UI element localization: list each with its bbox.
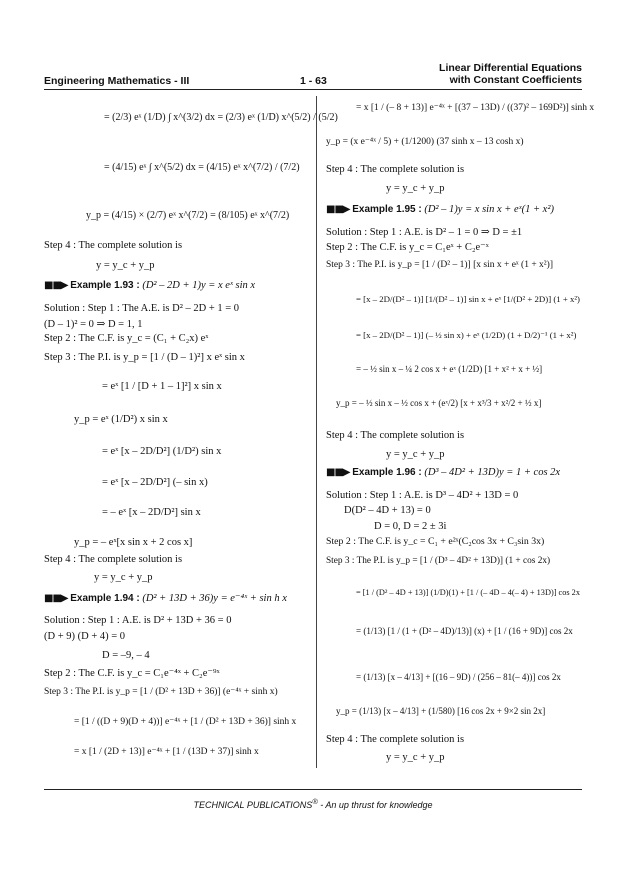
math-line: = – ½ sin x – ¼ 2 cos x + eˣ (1/2D) [1 + x² + x + ½]: [356, 364, 543, 374]
step-heading: Step 4 : The complete solution is: [326, 164, 465, 175]
solution-line: Step 3 : The P.I. is y_p = [1 / (D² + 13D + 36)] (e⁻⁴ˣ + sinh x): [44, 687, 278, 697]
math-line: y = y_c + y_p: [386, 752, 445, 763]
math-line: = [x – 2D/(D² – 1)] (– ½ sin x) + eˣ (1/2D) (1 + D/2)⁻¹ (1 + x²): [356, 330, 577, 340]
example-equation: (D² – 1)y = x sin x + eˣ(1 + x²): [424, 204, 554, 215]
solution-line: Solution : Step 1 : The A.E. is D² – 2D + 1 = 0: [44, 303, 240, 314]
example-heading: [326, 467, 560, 478]
math-line: = (4/15) eˣ ∫ x^(5/2) dx = (4/15) eˣ x^(7/2) / (7/2): [104, 162, 300, 173]
chapter-title-line2: with Constant Coefficients: [449, 74, 582, 86]
arrow-icon: ■■▶: [326, 467, 350, 478]
math-line: y_p = (4/15) × (2/7) eˣ x^(7/2) = (8/105) eˣ x^(7/2): [86, 210, 290, 221]
math-line: y_p = (1/13) [x – 4/13] + (1/580) [16 cos 2x + 9×2 sin 2x]: [336, 706, 546, 716]
solution-line: D = 0, D = 2 ± 3i: [374, 521, 447, 532]
book-title: Engineering Mathematics - III: [44, 75, 190, 87]
right-column: [326, 0, 595, 883]
example-label: Example 1.94 :: [70, 593, 140, 604]
example-label: Example 1.93 :: [70, 280, 140, 291]
publisher-tagline: - An up thrust for knowledge: [317, 800, 433, 810]
solution-line: Step 2 : The C.F. is y_c = C₁ + e²ˣ(C₂cos 3x + C₃sin 3x): [326, 536, 545, 547]
arrow-icon: ■■▶: [44, 280, 68, 291]
step-heading: Step 4 : The complete solution is: [44, 554, 183, 565]
math-line: = (2/3) eˣ (1/D) ∫ x^(3/2) dx = (2/3) eˣ (1/D) x^(5/2) / (5/2): [104, 112, 338, 123]
solution-line: Step 3 : The P.I. is y_p = [1 / (D – 1)²] x eˣ sin x: [44, 352, 245, 363]
math-line: y_p = (x e⁻⁴ˣ / 5) + (1/1200) (37 sinh x – 13 cosh x): [326, 137, 524, 147]
math-line: = eˣ [x – 2D/D²] (1/D²) sin x: [102, 446, 222, 457]
solution-line: Solution : Step 1 : A.E. is D² + 13D + 36 = 0: [44, 615, 232, 626]
solution-line: Step 2 : The C.F. is y_c = C₁eˣ + C₂e⁻ˣ: [326, 242, 489, 253]
arrow-icon: ■■▶: [44, 593, 68, 604]
registered-mark: ®: [312, 797, 318, 806]
chapter-title-line1: Linear Differential Equations: [439, 62, 582, 74]
math-line: = eˣ [x – 2D/D²] (– sin x): [102, 477, 208, 488]
footer: [0, 797, 626, 810]
step-heading: Step 4 : The complete solution is: [326, 734, 465, 745]
math-line: y = y_c + y_p: [96, 260, 155, 271]
example-label: Example 1.95 :: [352, 204, 422, 215]
math-line: = (1/13) [1 / (1 + (D² – 4D)/13)] (x) + [1 / (16 + 9D)] cos 2x: [356, 626, 573, 636]
page-number: 1 - 63: [300, 75, 327, 87]
solution-line: Step 2 : The C.F. is y_c = C₁e⁻⁴ˣ + C₂e⁻⁹ˣ: [44, 668, 220, 679]
math-line: = [1 / ((D + 9)(D + 4))] e⁻⁴ˣ + [1 / (D² + 13D + 36)] sinh x: [74, 717, 297, 727]
solution-line: (D – 1)² = 0 ⇒ D = 1, 1: [44, 319, 143, 330]
column-divider: [316, 96, 317, 768]
solution-line: (D + 9) (D + 4) = 0: [44, 631, 126, 642]
example-equation: (D³ – 4D² + 13D)y = 1 + cos 2x: [424, 467, 561, 478]
solution-line: D = –9, – 4: [102, 650, 150, 661]
math-line: = [1 / (D² – 4D + 13)] (1/D)(1) + [1 / (– 4D – 4(– 4) + 13D)] cos 2x: [356, 588, 580, 597]
example-equation: (D² + 13D + 36)y = e⁻⁴ˣ + sin h x: [142, 593, 287, 604]
example-heading: [326, 204, 554, 215]
solution-line: Step 2 : The C.F. is y_c = (C₁ + C₂x) eˣ: [44, 333, 209, 344]
solution-line: Step 3 : The P.I. is y_p = [1 / (D³ – 4D² + 13D)] (1 + cos 2x): [326, 556, 551, 566]
math-line: y = y_c + y_p: [94, 572, 153, 583]
step-heading: Step 4 : The complete solution is: [44, 240, 183, 251]
math-line: = – eˣ [x – 2D/D²] sin x: [102, 507, 201, 518]
solution-line: Step 3 : The P.I. is y_p = [1 / (D² – 1)] [x sin x + eˣ (1 + x²)]: [326, 260, 553, 270]
arrow-icon: ■■▶: [326, 204, 350, 215]
example-equation: (D² – 2D + 1)y = x eˣ sin x: [142, 280, 256, 291]
example-heading: [44, 280, 255, 291]
math-line: = eˣ [1 / [D + 1 – 1]²] x sin x: [102, 381, 222, 392]
math-line: = [x – 2D/(D² – 1)] [1/(D² – 1)] sin x + eˣ [1/(D² + 2D)] (1 + x²): [356, 294, 580, 304]
math-line: = x [1 / (2D + 13)] e⁻⁴ˣ + [1 / (13D + 37)] sinh x: [74, 747, 259, 757]
math-line: y_p = – eˣ[x sin x + 2 cos x]: [74, 537, 193, 548]
step-heading: Step 4 : The complete solution is: [326, 430, 465, 441]
solution-line: D(D² – 4D + 13) = 0: [344, 505, 431, 516]
math-line: = (1/13) [x – 4/13] + [(16 – 9D) / (256 – 81(– 4))] cos 2x: [356, 672, 561, 682]
publisher-name: TECHNICAL PUBLICATIONS: [193, 800, 313, 810]
example-label: Example 1.96 :: [352, 467, 422, 478]
math-line: = x [1 / (– 8 + 13)] e⁻⁴ˣ + [(37 – 13D) / ((37)² – 169D²)] sinh x: [356, 103, 595, 113]
footer-rule: [44, 789, 582, 790]
solution-line: Solution : Step 1 : A.E. is D² – 1 = 0 ⇒ D = ±1: [326, 227, 523, 238]
math-line: y_p = eˣ (1/D²) x sin x: [74, 414, 168, 425]
math-line: y = y_c + y_p: [386, 449, 445, 460]
math-line: y_p = – ½ sin x – ½ cos x + (eˣ/2) [x + x³/3 + x²/2 + ½ x]: [336, 398, 542, 408]
solution-line: Solution : Step 1 : A.E. is D³ – 4D² + 13D = 0: [326, 490, 519, 501]
example-heading: [44, 592, 287, 604]
math-line: y = y_c + y_p: [386, 183, 445, 194]
